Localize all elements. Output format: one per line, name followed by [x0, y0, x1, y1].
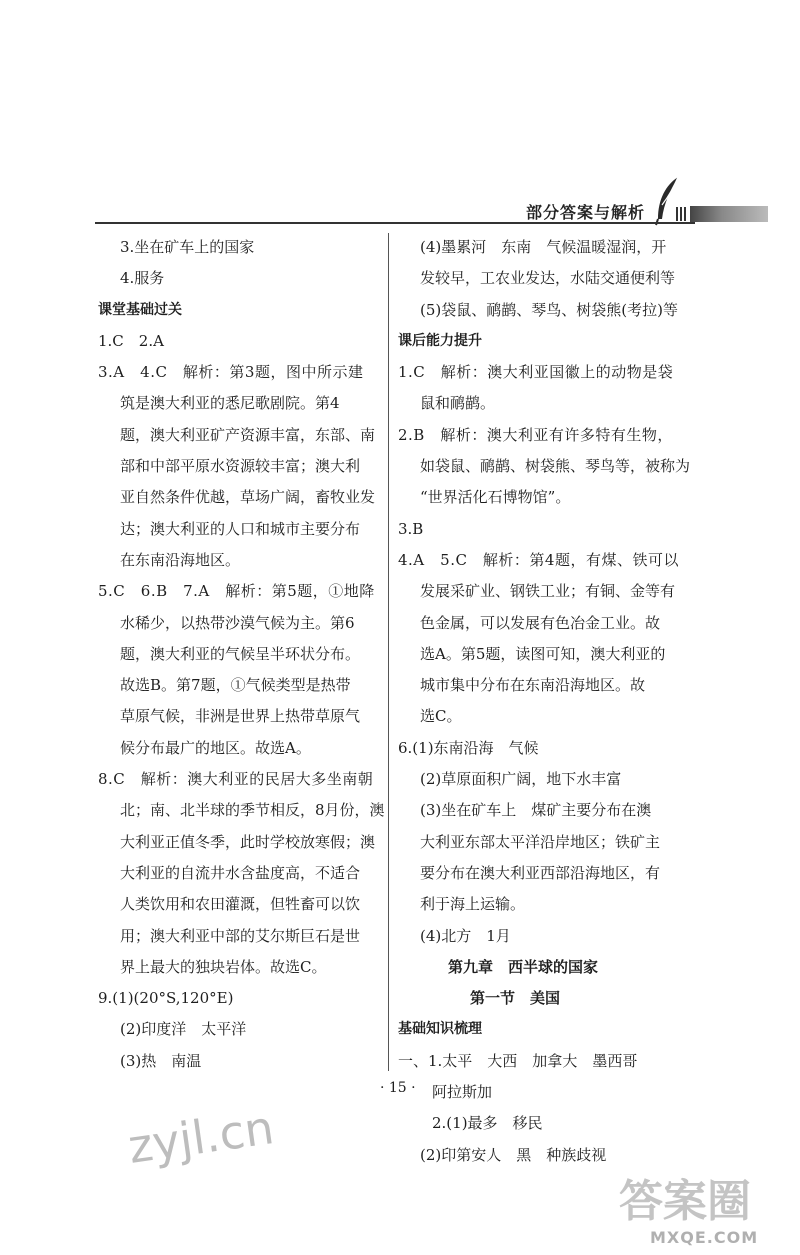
answer-line: 用；澳大利亚中部的艾尔斯巨石是世: [120, 926, 361, 945]
answer-line: 题，澳大利亚矿产资源丰富，东部、南: [120, 425, 376, 444]
answer-line: 发较早，工农业发达，水陆交通便利等: [420, 269, 676, 288]
left-column: [98, 232, 385, 1077]
header-gradient-bar: [690, 206, 768, 222]
column-divider: [388, 233, 389, 1071]
watermark-logo: [615, 1168, 775, 1230]
answer-line: 亚自然条件优越，草场广阔，畜牧业发: [120, 488, 376, 507]
answer-line: 发展采矿业、钢铁工业；有铜、金等有: [420, 582, 676, 601]
answer-line: 达；澳大利亚的人口和城市主要分布: [120, 519, 361, 538]
answer-line: 5.C 6.B 7.A 解析：第5题，①地降: [98, 582, 375, 601]
answer-line: 大利亚东部太平洋沿岸地区；铁矿主: [420, 832, 661, 851]
answer-line: (2)草原面积广阔，地下水丰富: [420, 770, 622, 789]
answer-line: 故选B。第7题，①气候类型是热带: [120, 676, 351, 695]
chapter-title: 第九章 西半球的国家: [448, 957, 599, 976]
answer-line: 色金属，可以发展有色冶金工业。故: [420, 613, 661, 632]
answer-line: 候分布最广的地区。故选A。: [120, 738, 311, 757]
section-heading: 课后能力提升: [398, 332, 482, 349]
header-stripes-icon: [676, 207, 688, 221]
answer-line: 草原气候，非洲是世界上热带草原气: [120, 707, 361, 726]
watermark-logo-text: 答案圈: [619, 1176, 751, 1227]
answer-line: 大利亚的自流井水含盐度高，不适合: [120, 863, 361, 882]
answer-line: 利于海上运输。: [420, 895, 526, 914]
answer-line: 3.B: [398, 519, 424, 538]
answer-line: (2)印第安人 黑 种族歧视: [420, 1145, 607, 1164]
answer-line: 要分布在澳大利亚西部沿海地区，有: [420, 863, 661, 882]
answer-line: 鼠和鸸鹋。: [420, 394, 496, 413]
answer-line: (4)北方 1月: [420, 926, 511, 945]
answer-line: 如袋鼠、鸸鹋、树袋熊、琴鸟等，被称为: [420, 457, 691, 476]
answer-line: 3.坐在矿车上的国家: [120, 238, 255, 256]
section-heading: 基础知识梳理: [398, 1021, 482, 1038]
answer-line: 8.C 解析：澳大利亚的民居大多坐南朝: [98, 770, 374, 789]
answer-line: 4.服务: [120, 269, 165, 288]
section-heading: 课堂基础过关: [98, 301, 182, 318]
right-column: [398, 232, 698, 1171]
answer-line: 题，澳大利亚的气候呈半环状分布。: [120, 644, 361, 663]
answer-line: 大利亚正值冬季，此时学校放寒假；澳: [120, 832, 376, 851]
answer-line: 1.C 解析：澳大利亚国徽上的动物是袋: [398, 363, 674, 382]
answer-line: 2.B 解析：澳大利亚有许多特有生物，: [398, 425, 673, 444]
answer-line: “世界活化石博物馆”。: [420, 488, 571, 507]
header-title: 部分答案与解析: [526, 203, 646, 222]
watermark-url: MXQE.COM: [650, 1228, 759, 1247]
answer-line: 界上最大的独块岩体。故选C。: [120, 957, 327, 976]
answer-line: 筑是澳大利亚的悉尼歌剧院。第4: [120, 394, 340, 413]
answer-line: 选A。第5题，读图可知，澳大利亚的: [420, 644, 666, 663]
answer-line: 4.A 5.C 解析：第4题，有煤、铁可以: [398, 550, 679, 569]
page-number: · 15 ·: [380, 1080, 416, 1096]
answer-line: 9.(1)(20°S,120°E): [98, 989, 234, 1008]
answer-line: 水稀少，以热带沙漠气候为主。第6: [120, 613, 355, 632]
answer-line: (2)印度洋 太平洋: [120, 1020, 247, 1039]
answer-line: (3)坐在矿车上 煤矿主要分布在澳: [420, 801, 652, 820]
answer-line: (5)袋鼠、鸸鹋、琴鸟、树袋熊(考拉)等: [420, 300, 678, 319]
answer-line: (3)热 南温: [120, 1051, 202, 1070]
answer-line: 2.(1)最多 移民: [432, 1114, 543, 1133]
section-title: 第一节 美国: [470, 989, 561, 1008]
answer-line: 6.(1)东南沿海 气候: [398, 738, 539, 757]
answer-line: 3.A 4.C 解析：第3题，图中所示建: [98, 363, 364, 382]
answer-line: 北；南、北半球的季节相反，8月份，澳: [120, 801, 385, 820]
answer-line: 阿拉斯加: [432, 1083, 493, 1102]
answer-line: 人类饮用和农田灌溉，但牲畜可以饮: [120, 895, 361, 914]
header-rule: [95, 222, 695, 224]
answer-line: 选C。: [420, 707, 462, 726]
answer-line: (4)墨累河 东南 气候温暖湿润，开: [420, 238, 667, 256]
answer-line: 一、1.太平 大西 加拿大 墨西哥: [398, 1051, 638, 1070]
answer-line: 1.C 2.A: [98, 331, 164, 350]
watermark-site: zyjl.cn: [124, 1100, 278, 1174]
answer-line: 在东南沿海地区。: [120, 550, 241, 569]
answer-line: 部和中部平原水资源较丰富；澳大利: [120, 457, 361, 476]
answer-line: 城市集中分布在东南沿海地区。故: [420, 676, 646, 695]
